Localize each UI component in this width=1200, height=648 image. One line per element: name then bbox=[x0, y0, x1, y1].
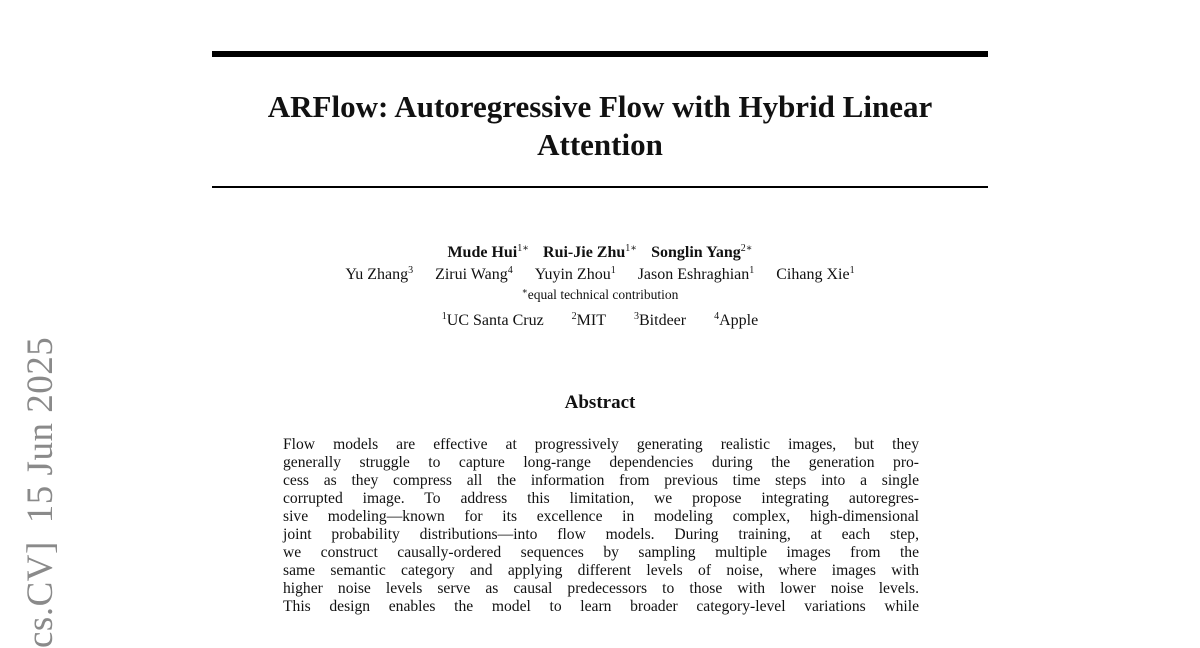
abstract-line: corrupted image. To address this limitation, we propose integrating autoregres- bbox=[283, 490, 919, 507]
author: Jason Eshraghian$^1$ bbox=[637, 265, 755, 283]
paper-title-line-2: Attention bbox=[537, 127, 663, 162]
affiliations bbox=[212, 310, 988, 332]
affiliation: $^2$MIT bbox=[571, 311, 606, 329]
abstract-line: joint probability distributions—into flow models. During training, at each step, bbox=[283, 526, 919, 543]
paper-title bbox=[212, 88, 988, 164]
arxiv-date: 15 Jun 2025 bbox=[20, 336, 61, 524]
abstract-line: generally struggle to capture long-range dependencies during the generation pro- bbox=[283, 454, 919, 471]
other-authors bbox=[212, 264, 988, 286]
affiliation: $^4$Apple bbox=[714, 311, 759, 329]
abstract-body bbox=[283, 436, 919, 616]
author: Songlin Yang$^{2∗}$ bbox=[651, 243, 753, 261]
abstract-line: cess as they compress all the information from previous time steps into a single bbox=[283, 472, 919, 489]
paper-title-line-1: ARFlow: Autoregressive Flow with Hybrid Linear bbox=[267, 89, 933, 124]
title-bottom-rule bbox=[212, 186, 988, 188]
affiliation: $^1$UC Santa Cruz bbox=[441, 311, 544, 329]
title-top-rule bbox=[212, 51, 988, 57]
author: Rui-Jie Zhu$^{1∗}$ bbox=[543, 243, 638, 261]
author: Cihang Xie$^1$ bbox=[776, 265, 855, 283]
abstract-line: Flow models are effective at progressively generating realistic images, but they bbox=[283, 436, 919, 453]
abstract-line: This design enables the model to learn broader category-level variations while bbox=[283, 598, 919, 615]
lead-authors bbox=[212, 242, 988, 264]
affiliation: $^3$Bitdeer bbox=[634, 311, 687, 329]
abstract-heading: Abstract bbox=[564, 392, 636, 413]
abstract-line: sive modeling—known for its excellence in modeling complex, high-dimensional bbox=[283, 508, 919, 525]
author: Yuyin Zhou$^1$ bbox=[534, 265, 616, 283]
author: Yu Zhang$^3$ bbox=[345, 265, 414, 283]
arxiv-side-stamp bbox=[22, 337, 59, 648]
author-block bbox=[212, 242, 988, 332]
equal-contribution-note: ∗equal technical contribution bbox=[521, 286, 679, 302]
abstract-line: we construct causally-ordered sequences by sampling multiple images from the bbox=[283, 544, 919, 561]
author: Zirui Wang$^4$ bbox=[435, 265, 513, 283]
abstract-line: higher noise levels serve as causal predecessors to those with lower noise levels. bbox=[283, 580, 919, 597]
author: Mude Hui$^{1∗}$ bbox=[447, 243, 530, 261]
arxiv-category: cs.CV] bbox=[20, 541, 61, 648]
abstract-line: same semantic category and applying different levels of noise, where images with bbox=[283, 562, 919, 579]
